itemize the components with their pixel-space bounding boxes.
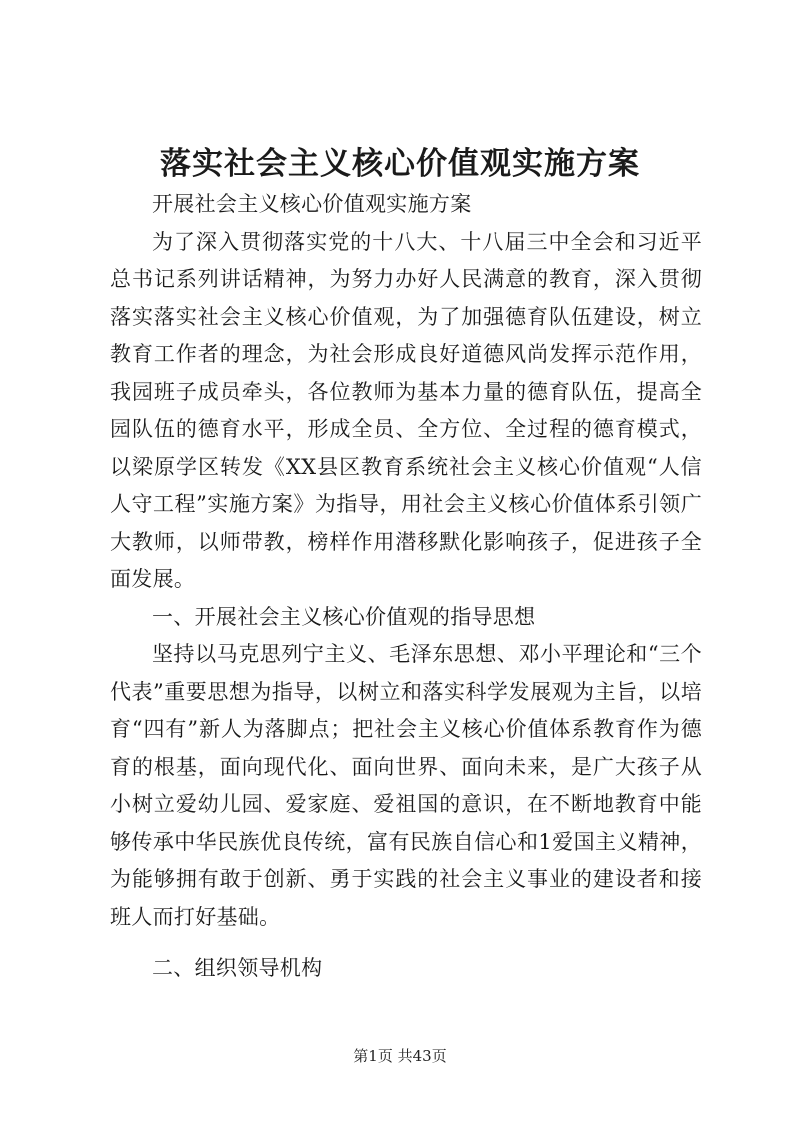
- paragraph-intro: 为了深入贯彻落实党的十八大、十八届三中全会和习近平总书记系列讲话精神，为努力办好人民满意的教育，深入贯彻落实落实社会主义核心价值观，为了加强德育队伍建设，树立教育工作者的理念，为社会形成良好道德风尚发挥示范作用，我园班子成员牵头，各位教师为基本力量的德育队伍，提高全园队伍的德育水平，形成全员、全方位、全过程的德育模式，以梁原学区转发《XX县区教育系统社会主义核心价值观“人信人守工程”实施方案》为指导，用社会主义核心价值体系引领广大教师，以师带教，榜样作用潜移默化影响孩子，促进孩子全面发展。: [110, 229, 702, 591]
- paragraph-guiding-ideology: 坚持以马克思列宁主义、毛泽东思想、邓小平理论和“三个代表”重要思想为指导，以树立和落实科学发展观为主旨，以培育“四有”新人为落脚点；把社会主义核心价值体系教育作为德育的根基，面向现代化、面向世界、面向未来，是广大孩子从小树立爱幼儿园、爱家庭、爱祖国的意识，在不断地教育中能够传承中华民族优良传统，富有民族自信心和1爱国主义精神，为能够拥有敢于创新、勇于实践的社会主义事业的建设者和接班人而打好基础。: [110, 642, 702, 929]
- document-body: [110, 186, 702, 988]
- section-heading-guiding-ideology: 一、开展社会主义核心价值观的指导思想: [152, 604, 536, 629]
- section-heading-organization: 二、组织领导机构: [152, 956, 323, 980]
- page-number-footer: 第1页 共43页: [353, 1047, 447, 1065]
- paragraph-subtitle: 开展社会主义核心价值观实施方案: [152, 192, 472, 216]
- document-title: 落实社会主义核心价值观实施方案: [160, 146, 640, 182]
